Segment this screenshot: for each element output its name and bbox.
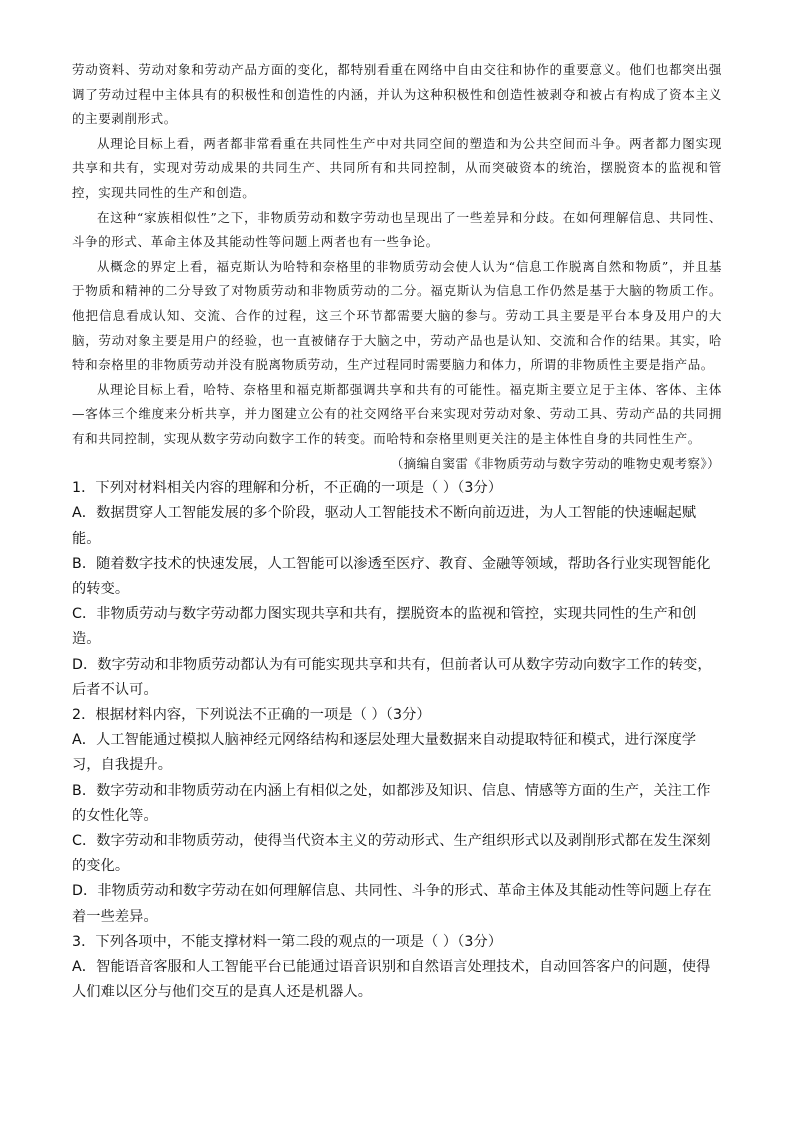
question-2 xyxy=(72,703,722,930)
question-option: B．随着数字技术的快速发展，人工智能可以渗透至医疗、教育、金融等领域，帮助各行业实现智能化的转变。 xyxy=(72,555,711,597)
question-option: B．数字劳动和非物质劳动在内涵上有相似之处，如都涉及知识、信息、情感等方面的生产，关注工作的女性化等。 xyxy=(72,782,711,824)
question-option: D．数字劳动和非物质劳动都认为有可能实现共享和共有，但前者认可从数字劳动向数字工作的转变，后者不认可。 xyxy=(72,656,712,698)
question-list xyxy=(72,476,722,1005)
reading-passage xyxy=(72,58,722,452)
question-3 xyxy=(72,930,722,1006)
passage-paragraph-4: 从概念的界定上看，福克斯认为哈特和奈格里的非物质劳动会使人认为“信息工作脱离自然和物质”，并且基于物质和精神的二分导致了对物质劳动和非物质劳动的二分。福克斯认为信息工作仍然是基于大脑的物质工作。他把信息看成认知、交流、合作的过程，这三个环节都需要大脑的参与。劳动工具主要是平台本身及用户的大脑，劳动对象主要是用户的经验，也一直被储存于大脑之中，劳动产品也是认知、交流和合作的结果。其实，哈特和奈格里的非物质劳动并没有脱离物质劳动，生产过程同时需要脑力和体力，所谓的非物质性主要是指产品。 xyxy=(72,258,722,373)
question-option: C．非物质劳动与数字劳动都力图实现共享和共有，摆脱资本的监视和管控，实现共同性的生产和创造。 xyxy=(72,606,697,648)
passage-paragraph-1: 劳动资料、劳动对象和劳动产品方面的变化，都特别看重在网络中自由交往和协作的重要意义。他们也都突出强调了劳动过程中主体具有的积极性和创造性的内涵，并认为这种积极性和创造性被剥夺和被占有构成了资本主义的主要剥削形式。 xyxy=(72,62,722,127)
question-stem: 2．根据材料内容，下列说法不正确的一项是（ ）（3分） xyxy=(72,706,431,723)
question-1 xyxy=(72,476,722,703)
question-stem: 1．下列对材料相关内容的理解和分析，不正确的一项是（ ）（3分） xyxy=(72,480,503,497)
question-option: A．数据贯穿人工智能发展的多个阶段，驱动人工智能技术不断向前迈进，为人工智能的快速崛起赋能。 xyxy=(72,505,697,547)
question-stem: 3．下列各项中，不能支撑材料一第二段的观点的一项是（ ）（3分） xyxy=(72,933,503,950)
question-option: D．非物质劳动和数字劳动在如何理解信息、共同性、斗争的形式、革命主体及其能动性等问题上存在着一些差异。 xyxy=(72,883,712,925)
question-option: C．数字劳动和非物质劳动，使得当代资本主义的劳动形式、生产组织形式以及剥削形式都在发生深刻的变化。 xyxy=(72,832,711,875)
question-option: A．人工智能通过模拟人脑神经元网络结构和逐层处理大量数据来自动提取特征和模式，进行深度学习，自我提升。 xyxy=(72,732,697,774)
passage-citation: （摘编自窦雷《非物质劳动与数字劳动的唯物史观考察》） xyxy=(390,455,720,471)
passage-paragraph-2: 从理论目标上看，两者都非常看重在共同性生产中对共同空间的塑造和为公共空间而斗争。两者都力图实现共享和共有，实现对劳动成果的共同生产、共同所有和共同控制，从而突破资本的统治，摆脱资本的监视和管控，实现共同性的生产和创造。 xyxy=(72,135,722,200)
passage-paragraph-5: 从理论目标上看，哈特、奈格里和福克斯都强调共享和共有的可能性。福克斯主要立足于主体、客体、主体—客体三个维度来分析共享，并力图建立公有的社交网络平台来实现对劳动对象、劳动工具、劳动产品的共同拥有和共同控制，实现从数字劳动向数字工作的转变。而哈特和奈格里则更关注的是主体性自身的共同性生产。 xyxy=(72,381,722,446)
question-option: A．智能语音客服和人工智能平台已能通过语音识别和自然语言处理技术，自动回答客户的问题，使得人们难以区分与他们交互的是真人还是机器人。 xyxy=(72,958,711,1001)
passage-paragraph-3: 在这种“家族相似性”之下，非物质劳动和数字劳动也呈现出了一些差异和分歧。在如何理解信息、共同性、斗争的形式、革命主体及其能动性等问题上两者也有一些争论。 xyxy=(72,209,722,250)
